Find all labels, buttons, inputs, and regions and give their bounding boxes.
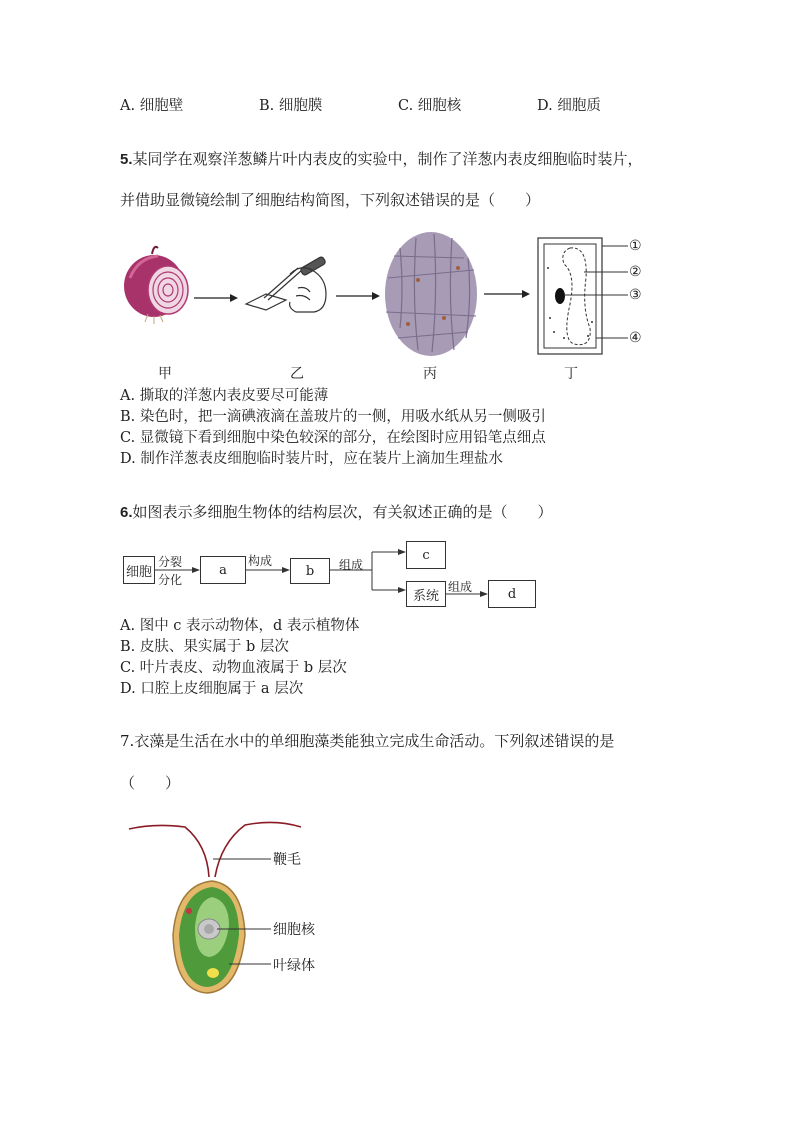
q7-stem-line1	[120, 730, 614, 752]
q5-stem-text: 某同学在观察洋葱鳞片叶内表皮的实验中，制作了洋葱内表皮细胞临时装片，	[132, 150, 643, 168]
q5-stem-line1	[120, 148, 643, 171]
q6-stem-text: 如图表示多细胞生物体的结构层次，有关叙述正确的是（ ）	[132, 503, 553, 521]
q4-option-a: A. 细胞壁	[120, 98, 184, 114]
q7-stem-line2: （ ）	[120, 774, 181, 792]
cell-structure-diagram	[538, 238, 628, 354]
q5-option-d: D. 制作洋葱表皮细胞临时装片时，应在装片上滴加生理盐水	[120, 451, 503, 467]
diagram-a-box: a	[200, 556, 246, 584]
cell-marker-3: ③	[629, 287, 642, 303]
q4-option-c: C. 细胞核	[398, 98, 462, 114]
cell-marker-2: ②	[629, 264, 642, 280]
q6-option-a: A. 图中 c 表示动物体，d 表示植物体	[120, 618, 360, 634]
figure-label-jia: 甲	[158, 366, 172, 382]
q5-option-b: B. 染色时，把一滴碘液滴在盖玻片的一侧，用吸水纸从另一侧吸引	[120, 409, 546, 425]
cell-marker-1: ①	[629, 238, 642, 254]
chloroplast-label: 叶绿体	[273, 958, 315, 974]
q4-option-b: B. 细胞膜	[259, 98, 323, 114]
nucleus-label: 细胞核	[273, 922, 315, 938]
q7-number: 7.	[120, 732, 135, 750]
figure-label-yi: 乙	[290, 366, 304, 382]
diagram-compose-label-2: 组成	[448, 580, 473, 594]
figure-label-bing: 丙	[423, 366, 437, 382]
onion-image	[124, 247, 188, 324]
q7-stem-text: 衣藻是生活在水中的单细胞藻类能独立完成生命活动。下列叙述错误的是	[134, 732, 615, 750]
q6-number: 6.	[120, 504, 133, 521]
q6-option-b: B. 皮肤、果实属于 b 层次	[120, 639, 289, 655]
q5-number: 5.	[120, 151, 133, 168]
q4-option-d: D. 细胞质	[537, 98, 601, 114]
q5-option-c: C. 显微镜下看到细胞中染色较深的部分，在绘图时应用铅笔点细点	[120, 430, 546, 446]
flagellum-label: 鞭毛	[273, 852, 301, 868]
microscope-view-image	[385, 232, 477, 356]
diagram-system-box: 系统	[406, 581, 446, 607]
diagram-compose-label-1: 组成	[339, 558, 364, 572]
diagram-cell-box: 细胞	[123, 556, 155, 584]
cell-marker-4: ④	[629, 330, 642, 346]
q6-option-d: D. 口腔上皮细胞属于 a 层次	[120, 681, 304, 697]
q5-option-a: A. 撕取的洋葱内表皮要尽可能薄	[120, 388, 329, 404]
q5-figure	[118, 228, 658, 358]
q6-option-c: C. 叶片表皮、动物血液属于 b 层次	[120, 660, 347, 676]
diagram-b-box: b	[290, 558, 330, 584]
tweezers-hand-image	[246, 256, 326, 312]
diagram-form-label: 构成	[248, 554, 273, 568]
diagram-divide-label: 分裂	[158, 555, 183, 569]
q6-stem	[120, 501, 553, 524]
q6-diagram-lines	[120, 538, 550, 618]
figure-label-ding: 丁	[564, 366, 578, 382]
diagram-differentiate-label: 分化	[158, 573, 183, 587]
diagram-d-box: d	[488, 580, 536, 608]
q5-stem-line2: 并借助显微镜绘制了细胞结构简图，下列叙述错误的是（ ）	[120, 191, 541, 209]
diagram-c-box: c	[406, 541, 446, 569]
